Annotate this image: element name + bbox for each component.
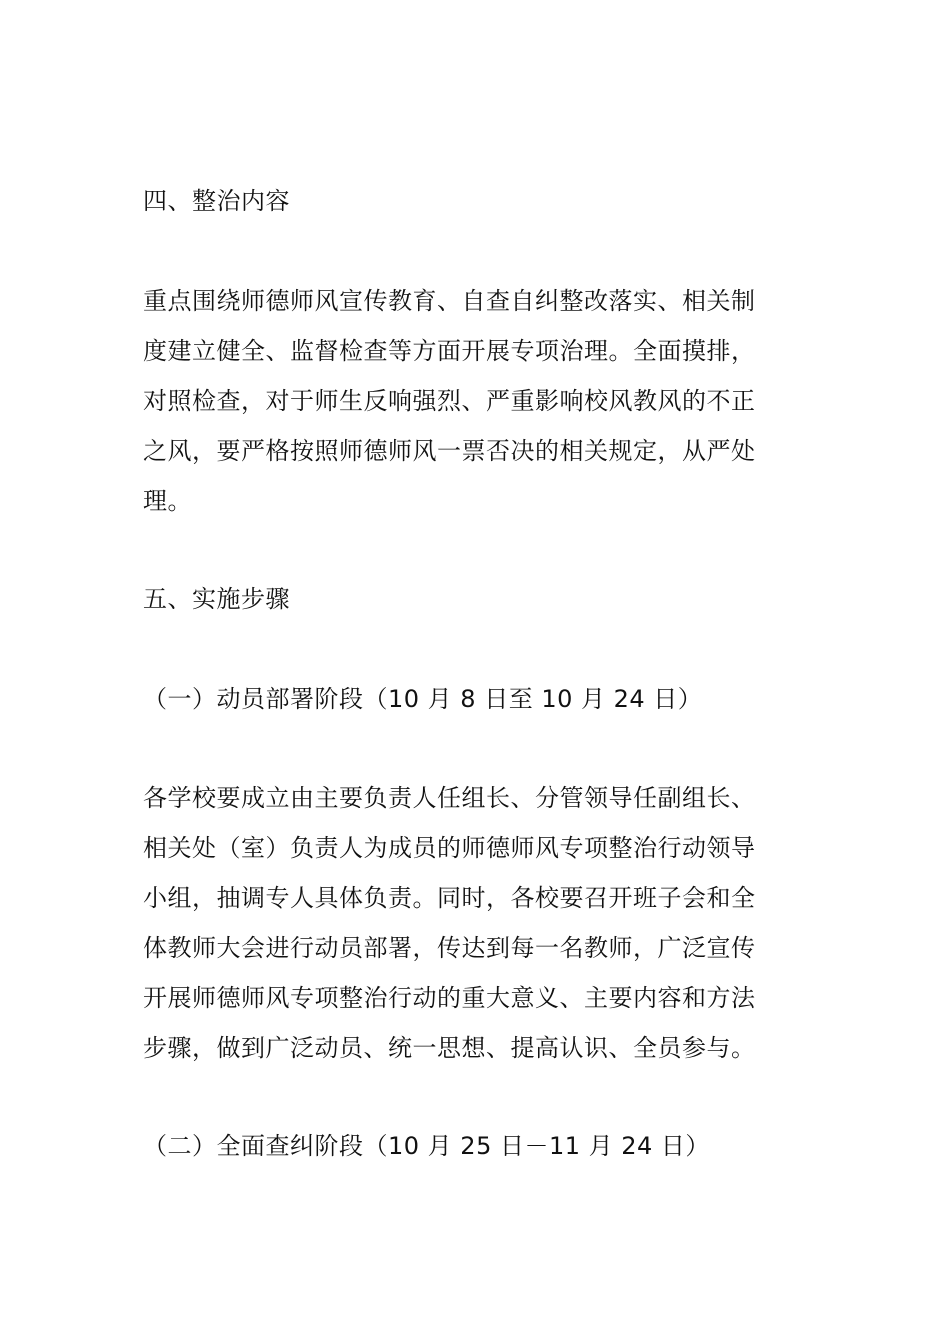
paragraph-line: 重点围绕师德师风宣传教育、自查自纠整改落实、相关制 — [143, 287, 756, 315]
subheading-text: （一）动员部署阶段（10 月 8 日至 10 月 24 日） — [143, 685, 703, 713]
paragraph-line: 理。 — [143, 487, 192, 515]
section-4-heading — [143, 176, 813, 226]
paragraph-line: 对照检查，对于师生反响强烈、严重影响校风教风的不正 — [143, 387, 756, 415]
stage-1-heading — [143, 674, 813, 724]
paragraph-line: 体教师大会进行动员部署，传达到每一名教师，广泛宣传 — [143, 934, 756, 962]
stage-2-heading — [143, 1121, 813, 1171]
paragraph-line: 度建立健全、监督检查等方面开展专项治理。全面摸排， — [143, 337, 756, 365]
paragraph-line: 开展师德师风专项整治行动的重大意义、主要内容和方法 — [143, 984, 756, 1012]
paragraph-line: 之风，要严格按照师德师风一票否决的相关规定，从严处 — [143, 437, 756, 465]
stage-1-paragraph — [143, 773, 813, 1073]
subheading-text: （二）全面查纠阶段（10 月 25 日－11 月 24 日） — [143, 1132, 710, 1160]
paragraph-line: 小组，抽调专人具体负责。同时，各校要召开班子会和全 — [143, 884, 756, 912]
section-5-heading — [143, 574, 813, 624]
paragraph-line: 相关处（室）负责人为成员的师德师风专项整治行动领导 — [143, 834, 756, 862]
heading-text: 五、实施步骤 — [143, 585, 290, 613]
paragraph-line: 步骤，做到广泛动员、统一思想、提高认识、全员参与。 — [143, 1034, 756, 1062]
heading-text: 四、整治内容 — [143, 187, 290, 215]
section-4-paragraph — [143, 276, 813, 526]
paragraph-line: 各学校要成立由主要负责人任组长、分管领导任副组长、 — [143, 784, 756, 812]
